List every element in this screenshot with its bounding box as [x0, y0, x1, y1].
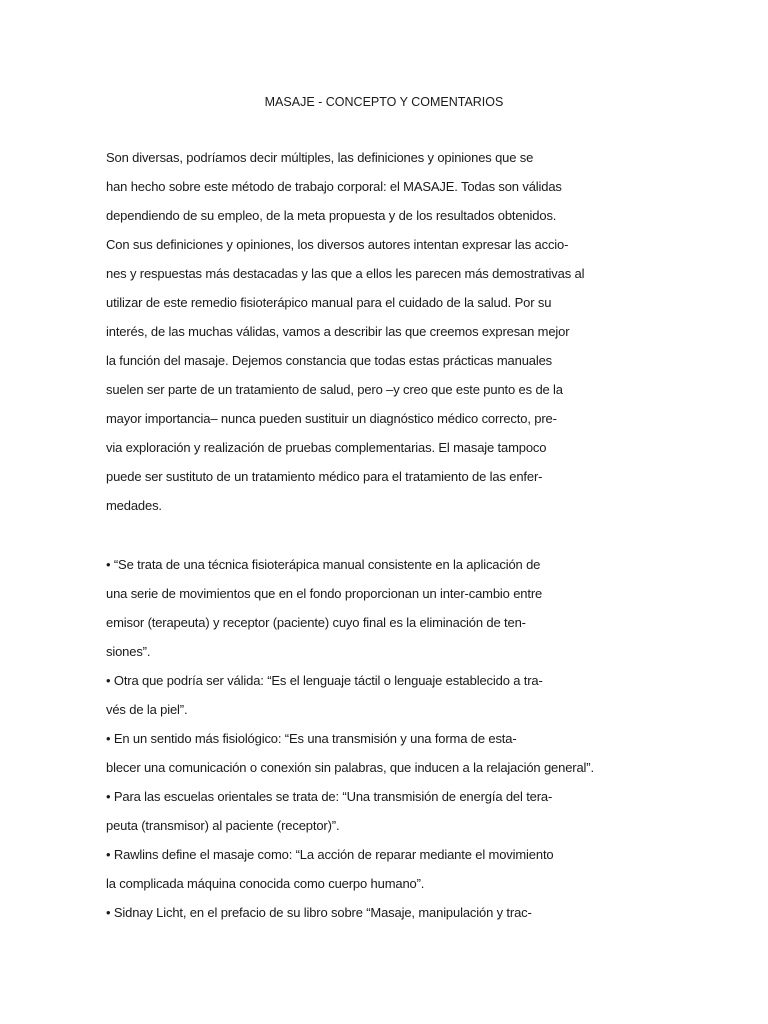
- paragraph-line: la función del masaje. Dejemos constancia que todas estas prácticas manuales: [106, 353, 553, 368]
- paragraph-line: utilizar de este remedio fisioterápico manual para el cuidado de la salud. Por su: [106, 295, 552, 310]
- list-line: • Rawlins define el masaje como: “La acción de reparar mediante el movimiento: [106, 847, 554, 862]
- list-line: vés de la piel”.: [106, 702, 188, 717]
- paragraph-line: dependiendo de su empleo, de la meta propuesta y de los resultados obtenidos.: [106, 208, 557, 223]
- page-title: MASAJE - CONCEPTO Y COMENTARIOS: [264, 95, 504, 109]
- paragraph-line: puede ser sustituto de un tratamiento médico para el tratamiento de las enfer-: [106, 469, 543, 484]
- list-line: la complicada máquina conocida como cuerpo humano”.: [106, 876, 425, 891]
- paragraph-line: medades.: [106, 498, 162, 513]
- list-line: • “Se trata de una técnica fisioterápica manual consistente en la aplicación de: [106, 557, 541, 572]
- list-line: peuta (transmisor) al paciente (receptor)”.: [106, 818, 340, 833]
- paragraph-line: interés, de las muchas válidas, vamos a describir las que creemos expresan mejor: [106, 324, 570, 339]
- paragraph-line: mayor importancia– nunca pueden sustituir un diagnóstico médico correcto, pre-: [106, 411, 557, 426]
- paragraph-line: Son diversas, podríamos decir múltiples, las definiciones y opiniones que se: [106, 150, 534, 165]
- paragraph-line: han hecho sobre este método de trabajo corporal: el MASAJE. Todas son válidas: [106, 179, 562, 194]
- list-line: • Sidnay Licht, en el prefacio de su libro sobre “Masaje, manipulación y trac-: [106, 905, 532, 920]
- list-line: emisor (terapeuta) y receptor (paciente) cuyo final es la eliminación de ten-: [106, 615, 526, 630]
- paragraph-line: via exploración y realización de pruebas complementarias. El masaje tampoco: [106, 440, 547, 455]
- list-line: blecer una comunicación o conexión sin palabras, que inducen a la relajación general”.: [106, 760, 594, 775]
- list-line: una serie de movimientos que en el fondo proporcionan un inter-cambio entre: [106, 586, 543, 601]
- intro-paragraph: [106, 149, 706, 526]
- list-line: • En un sentido más fisiológico: “Es una transmisión y una forma de esta-: [106, 731, 517, 746]
- list-line: siones”.: [106, 644, 151, 659]
- paragraph-line: nes y respuestas más destacadas y las que a ellos les parecen más demostrativas al: [106, 266, 585, 281]
- paragraph-line: Con sus definiciones y opiniones, los diversos autores intentan expresar las accio-: [106, 237, 569, 252]
- list-line: • Para las escuelas orientales se trata de: “Una transmisión de energía del tera-: [106, 789, 553, 804]
- list-line: • Otra que podría ser válida: “Es el lenguaje táctil o lenguaje establecido a tra-: [106, 673, 543, 688]
- paragraph-line: suelen ser parte de un tratamiento de salud, pero –y creo que este punto es de la: [106, 382, 563, 397]
- definitions-list: [106, 556, 706, 933]
